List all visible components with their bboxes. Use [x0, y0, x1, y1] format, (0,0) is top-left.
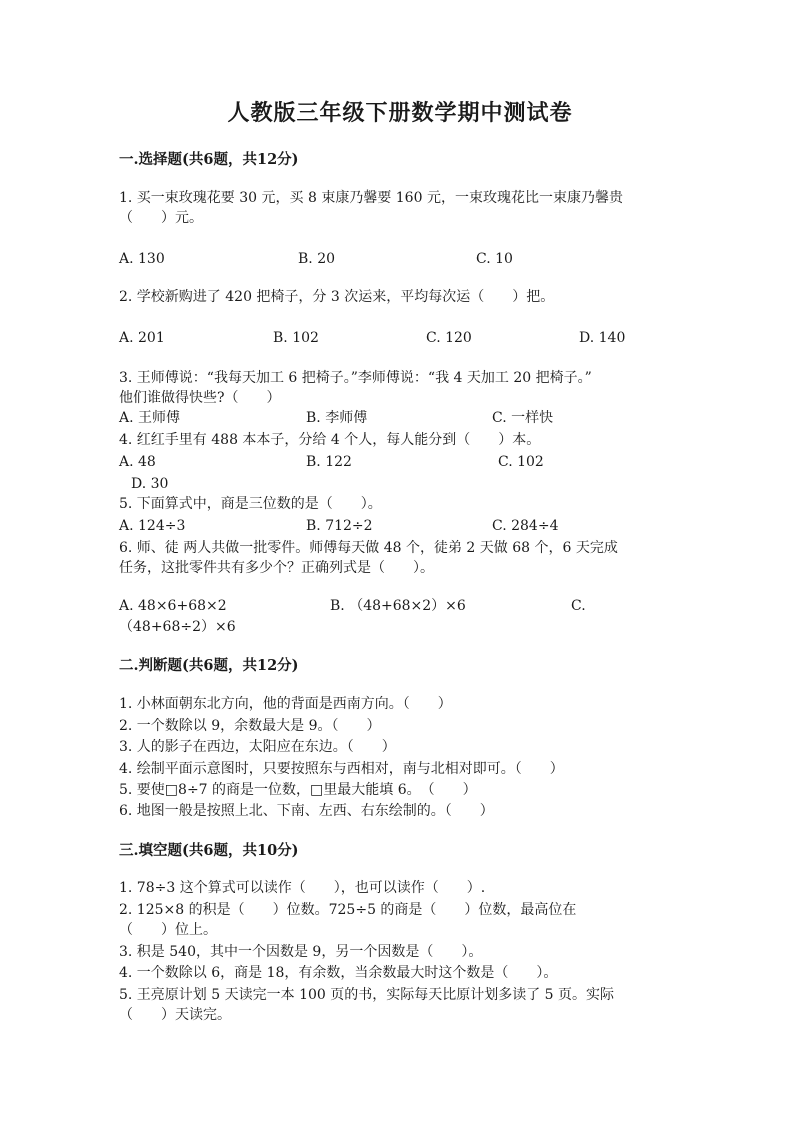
q5-text: 5. 下面算式中，商是三位数的是（ ）。 [119, 496, 382, 512]
q5-option-c: C. 284÷4 [492, 518, 559, 534]
q4-option-d: D. 30 [131, 476, 169, 492]
q6-option-a: A. 48×6+68×2 [119, 598, 227, 614]
fill-item-4: 4. 一个数除以 6，商是 18，有余数，当余数最大时这个数是（ ）。 [119, 965, 558, 981]
q3-option-a: A. 王师傅 [119, 410, 181, 426]
judge-item-5: 5. 要使□8÷7 的商是一位数，□里最大能填 6。 （ ） [119, 782, 477, 798]
fill-item-3: 3. 积是 540，其中一个因数是 9，另一个因数是（ ）。 [119, 944, 483, 960]
q4-option-a: A. 48 [119, 454, 156, 470]
q1-option-a: A. 130 [119, 251, 165, 267]
fill-item-2: 2. 125×8 的积是（ ）位数。725÷5 的商是（ ）位数，最高位在 [119, 902, 577, 918]
q4-text: 4. 红红手里有 488 本本子，分给 4 个人，每人能分到（ ）本。 [119, 432, 541, 448]
q5-option-a: A. 124÷3 [119, 518, 186, 534]
q2-option-a: A. 201 [119, 330, 165, 346]
q6-option-b: B. （48+68×2）×6 [330, 598, 466, 614]
q2-option-c: C. 120 [426, 330, 472, 346]
q2-text: 2. 学校新购进了 420 把椅子，分 3 次运来，平均每次运（ ）把。 [119, 289, 555, 305]
q3-option-c: C. 一样快 [492, 410, 554, 426]
q6-option-c: C. [571, 598, 586, 614]
judge-item-4: 4. 绘制平面示意图时，只要按照东与西相对，南与北相对即可。（ ） [119, 761, 564, 777]
section-heading-judge: 二.判断题(共6题，共12分) [119, 657, 299, 674]
judge-item-1: 1. 小林面朝东北方向，他的背面是西南方向。（ ） [119, 696, 452, 712]
q2-option-d: D. 140 [579, 330, 626, 346]
q3-option-b: B. 李师傅 [306, 410, 368, 426]
fill-item-5-cont: （ ）天读完。 [119, 1007, 231, 1023]
judge-item-6: 6. 地图一般是按照上北、下南、左西、右东绘制的。（ ） [119, 803, 494, 819]
judge-item-3: 3. 人的影子在西边，太阳应在东边。（ ） [119, 739, 396, 755]
q4-option-b: B. 122 [306, 454, 352, 470]
page-title: 人教版三年级下册数学期中测试卷 [227, 100, 573, 126]
q1-text: 1. 买一束玫瑰花要 30 元，买 8 束康乃馨要 160 元，一束玫瑰花比一束康乃馨贵 [119, 190, 623, 206]
q3-text: 3. 王师傅说：“我每天加工 6 把椅子。”李师傅说：“我 4 天加工 20 把椅子。” [119, 370, 592, 386]
section-heading-choice: 一.选择题(共6题，共12分) [119, 151, 299, 168]
q4-option-c: C. 102 [498, 454, 544, 470]
section-heading-fill: 三.填空题(共6题，共10分) [119, 842, 299, 859]
fill-item-5: 5. 王亮原计划 5 天读完一本 100 页的书，实际每天比原计划多读了 5 页。实际 [119, 987, 615, 1003]
judge-item-2: 2. 一个数除以 9，余数最大是 9。（ ） [119, 718, 381, 734]
q3-text-cont: 他们谁做得快些?（ ） [119, 390, 281, 406]
q1-option-b: B. 20 [298, 251, 336, 267]
q2-option-b: B. 102 [273, 330, 319, 346]
fill-item-2-cont: （ ）位上。 [119, 922, 217, 938]
q6-option-c-text: （48+68÷2）×6 [119, 619, 236, 635]
q1-text-cont: （ ）元。 [119, 210, 203, 226]
q6-text: 6. 师、徒 两人共做一批零件。师傅每天做 48 个，徒弟 2 天做 68 个，6 天完成 [119, 540, 618, 556]
q5-option-b: B. 712÷2 [306, 518, 373, 534]
q6-text-cont: 任务，这批零件共有多少个？正确列式是（ ）。 [119, 560, 434, 576]
q1-option-c: C. 10 [476, 251, 513, 267]
fill-item-1: 1. 78÷3 这个算式可以读作（ ），也可以读作（ ）. [119, 880, 486, 896]
